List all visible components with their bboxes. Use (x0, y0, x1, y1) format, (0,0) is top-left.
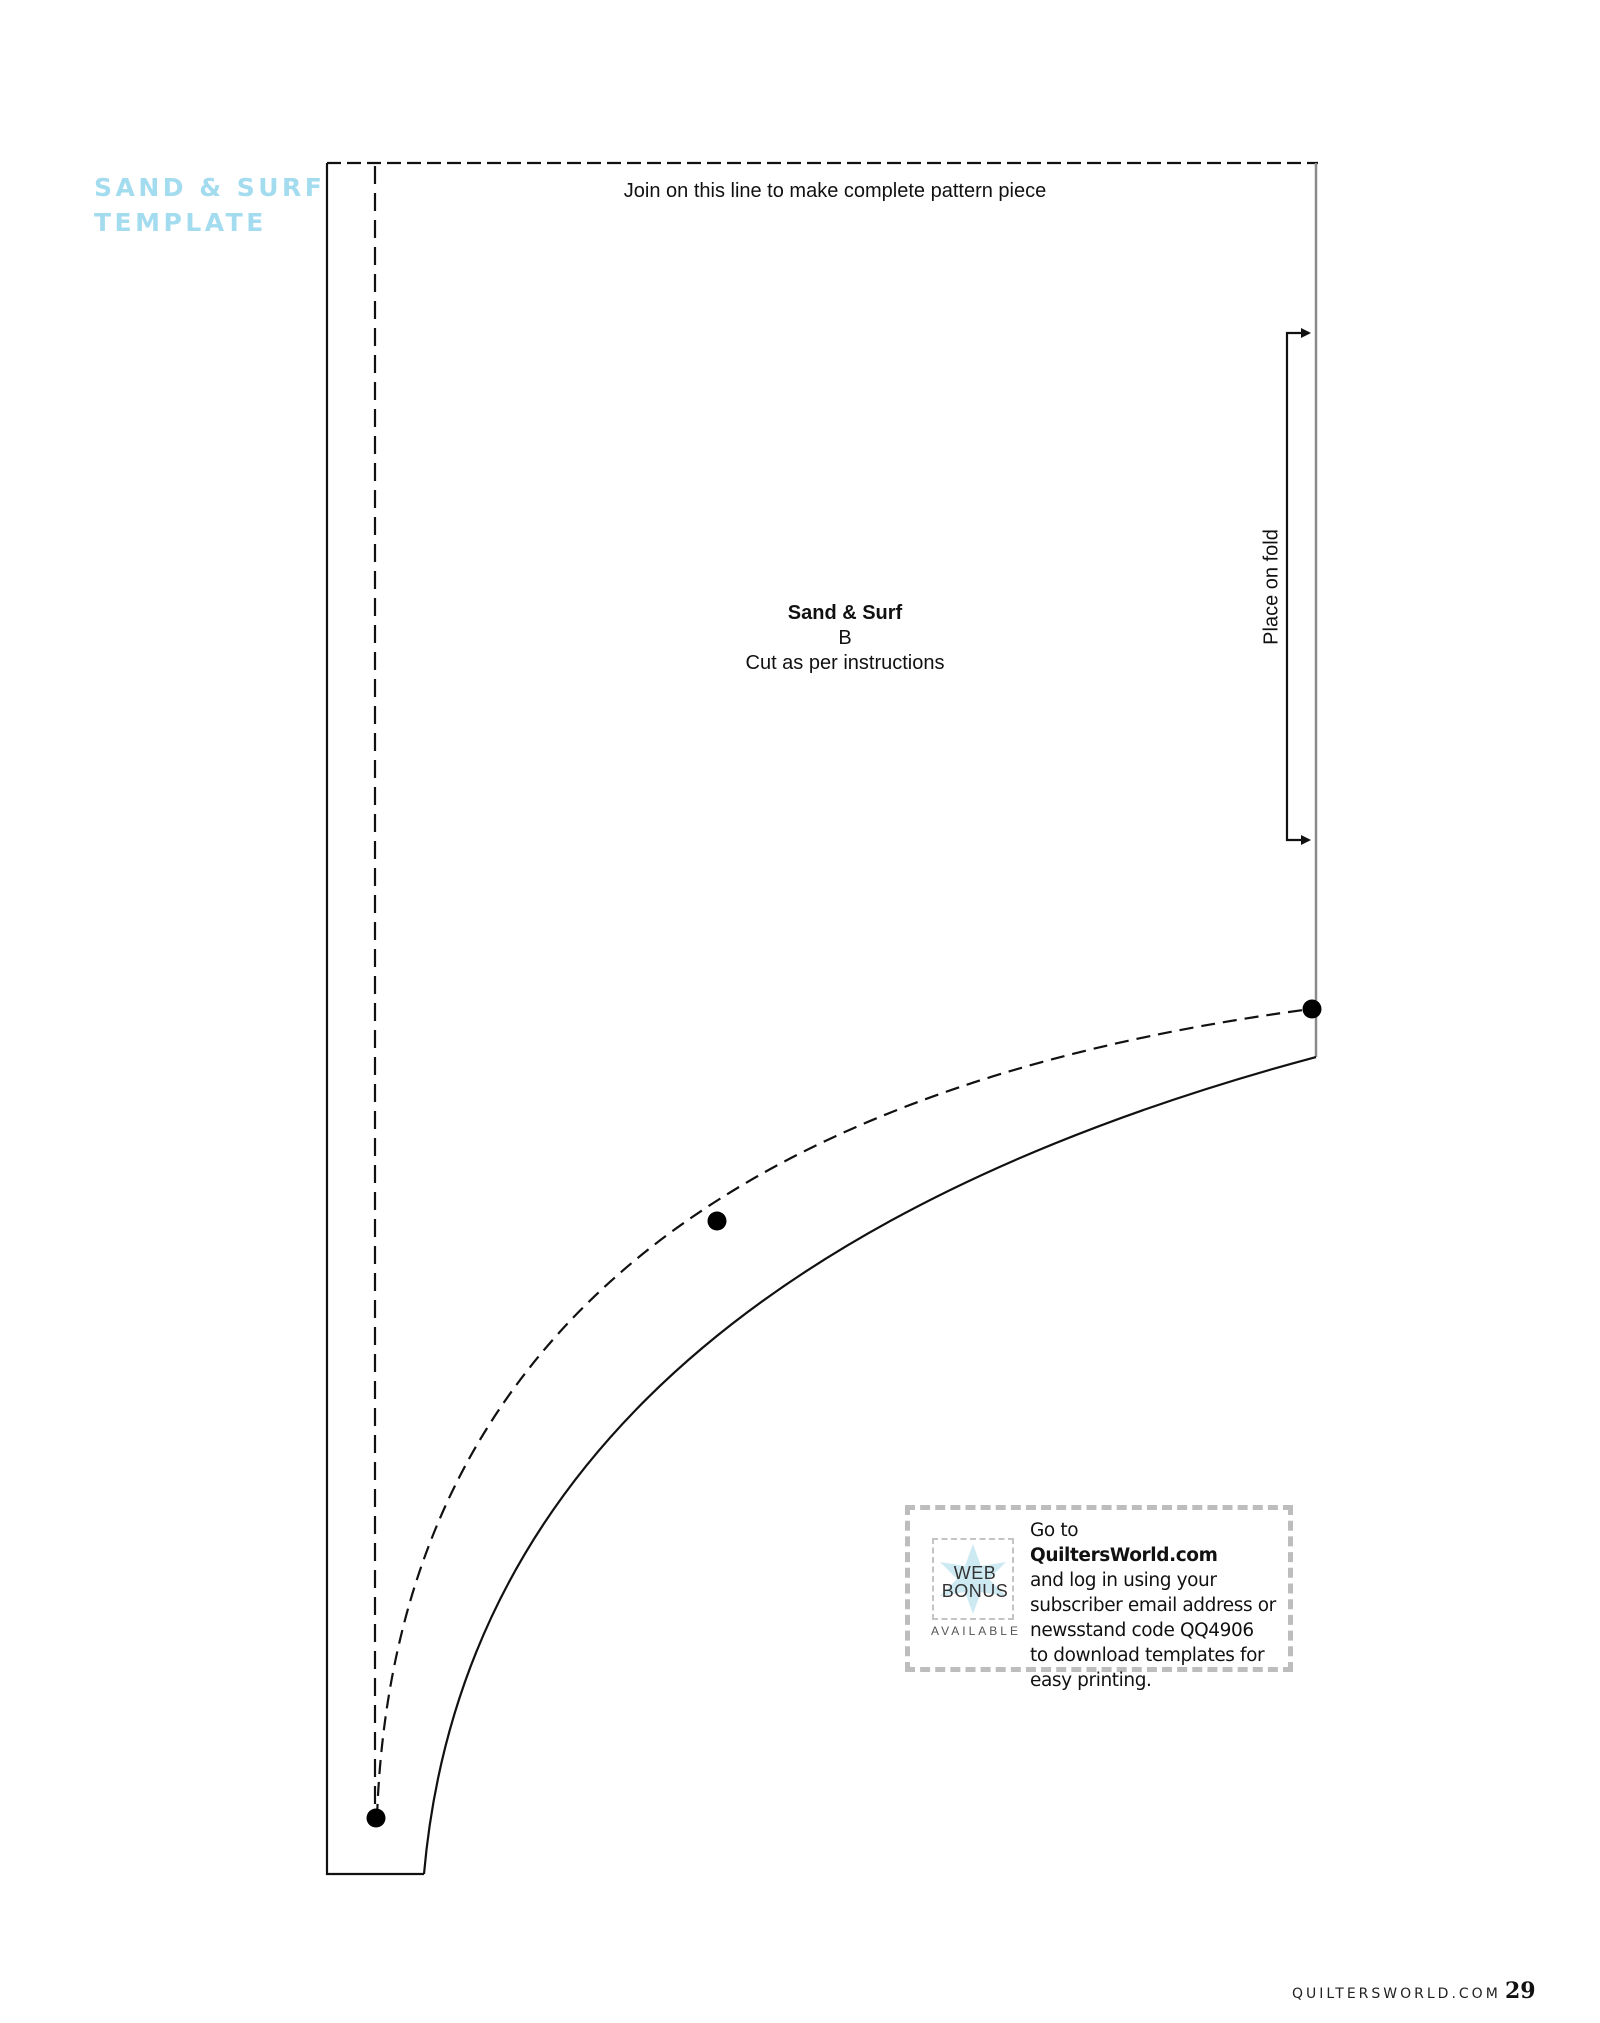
piece-name: Sand & Surf (787, 602, 903, 624)
piece-instructions: Cut as per instructions (745, 652, 945, 674)
seam-curve (377, 1009, 1311, 1818)
fold-bracket (1287, 333, 1309, 840)
bonus-site-link[interactable]: QuiltersWorld.com (1030, 1545, 1218, 1566)
badge-web: WEB (953, 1563, 997, 1583)
badge-bonus: BONUS (941, 1581, 1009, 1601)
fold-arrow-bottom-icon (1301, 835, 1311, 845)
match-dot-middle (708, 1212, 727, 1231)
section-title-line2: TEMPLATE (94, 208, 267, 237)
web-bonus-text (1030, 1518, 1292, 1693)
section-title-line1: SAND & SURF (94, 173, 326, 202)
bonus-line6: easy printing. (1030, 1670, 1152, 1691)
bonus-line1 (1030, 1518, 1292, 1568)
page-number: 29 (1505, 1978, 1536, 2004)
match-dot-top (1303, 1000, 1322, 1019)
bonus-line2: and log in using your (1030, 1570, 1217, 1591)
piece-letter: B (838, 627, 852, 649)
bonus-line5: to download templates for (1030, 1645, 1265, 1666)
footer-site: QUILTERSWORLD.COM (1292, 1986, 1501, 2002)
join-line-label: Join on this line to make complete pattern piece (623, 180, 1047, 202)
badge-available: AVAILABLE (931, 1624, 1021, 1638)
section-title (94, 170, 324, 240)
fold-label-text: Place on fold (1260, 529, 1283, 645)
bonus-go-to: Go to (1030, 1520, 1079, 1541)
match-dot-bottom (367, 1809, 386, 1828)
bonus-line4: newsstand code QQ4906 (1030, 1620, 1254, 1641)
web-bonus-box (905, 1505, 1293, 1691)
fold-arrow-top-icon (1301, 328, 1311, 338)
bonus-line3: subscriber email address or (1030, 1595, 1276, 1616)
cutting-curve (424, 1057, 1316, 1874)
piece-label (645, 601, 1045, 676)
web-bonus-badge (932, 1538, 1014, 1620)
